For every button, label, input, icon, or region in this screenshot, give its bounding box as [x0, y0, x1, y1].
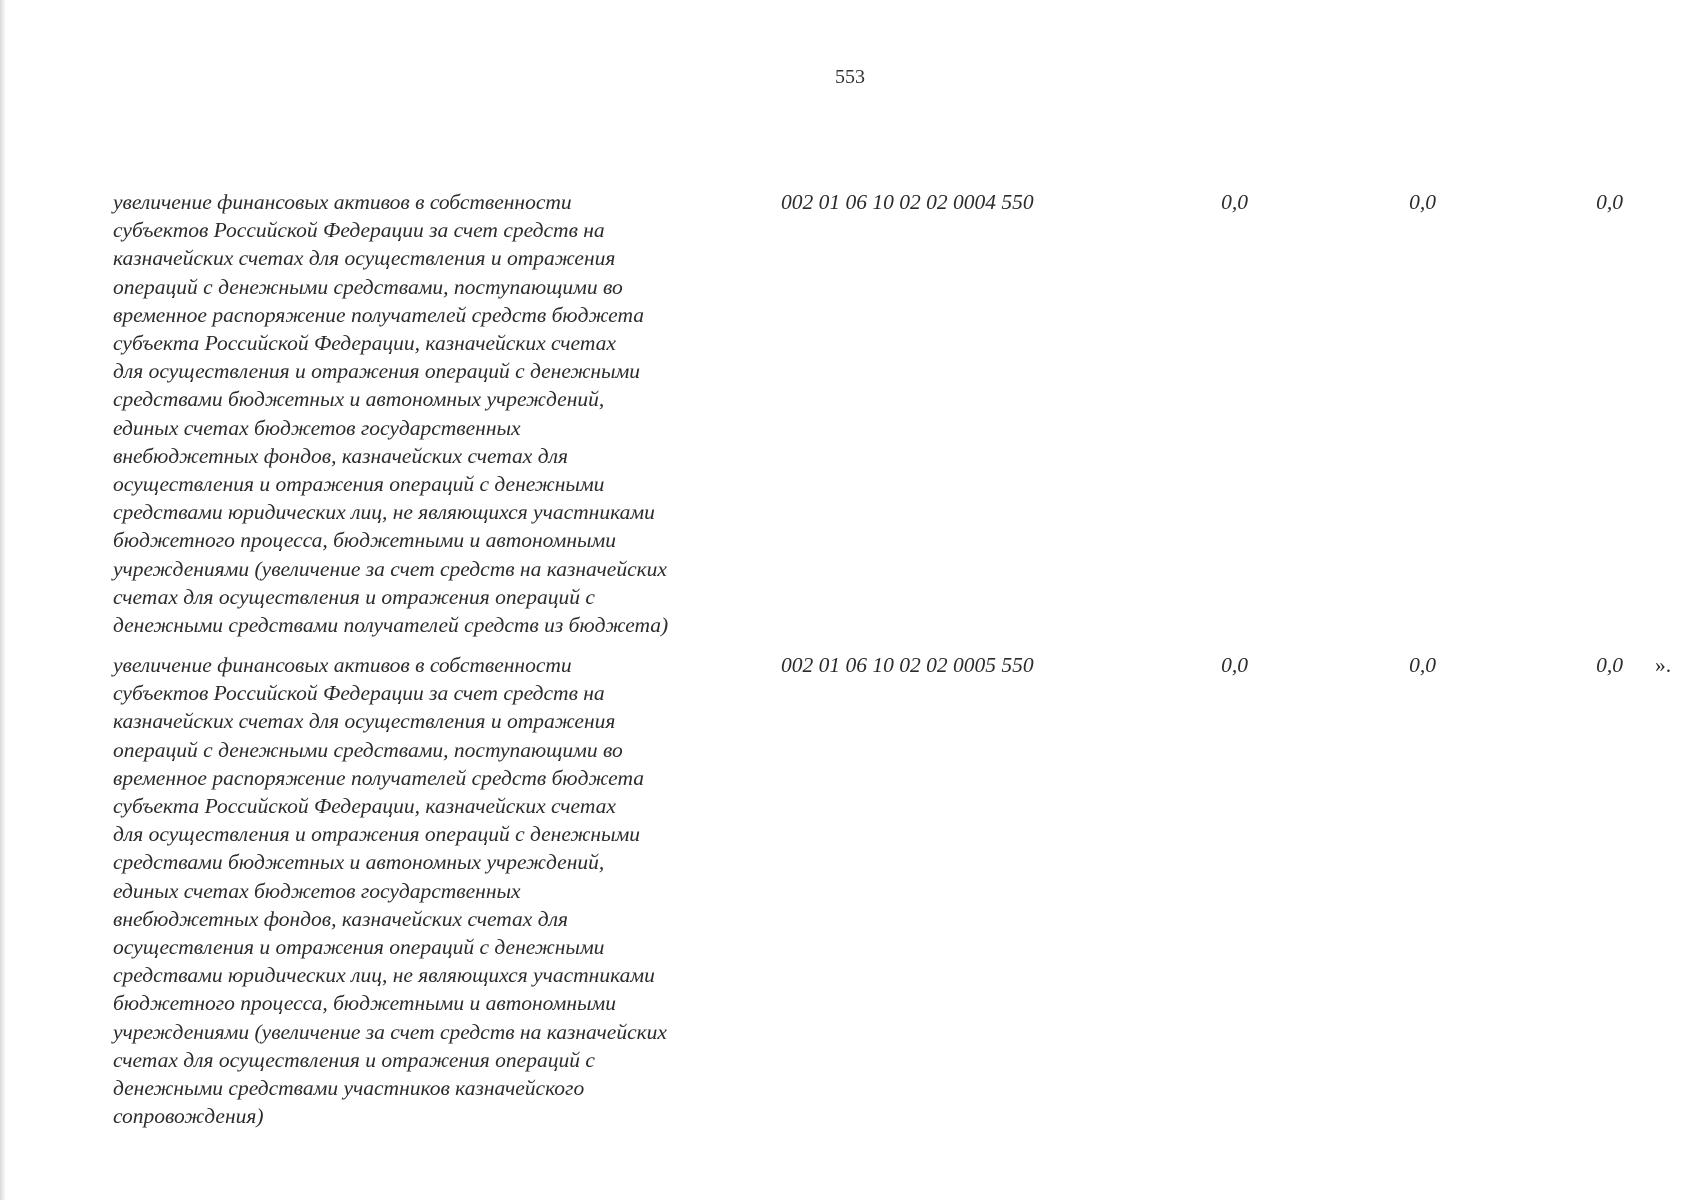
closing-quote-mark: ».: [1655, 653, 1672, 677]
description-line: увеличение финансовых активов в собственности: [113, 653, 572, 677]
description-line: учреждениями (увеличение за счет средств на казначейских: [113, 1019, 667, 1044]
amount-year-1: 0,0: [1221, 653, 1248, 677]
description-line: увеличение финансовых активов в собственности: [113, 190, 572, 214]
row-description: [113, 651, 753, 1130]
description-line: осуществления и отражения операций с денежными: [113, 935, 605, 960]
description-line: денежными средствами участников казначейского: [113, 1076, 585, 1101]
scan-edge-shadow: [0, 0, 6, 1200]
description-line: учреждениями (увеличение за счет средств на казначейских: [113, 556, 667, 581]
description-line: счетах для осуществления и отражения операций с: [113, 1047, 595, 1072]
description-line: бюджетного процесса, бюджетными и автономными: [113, 991, 617, 1016]
description-line: для осуществления и отражения операций с денежными: [113, 822, 641, 847]
page-number: 553: [835, 66, 865, 88]
description-line: единых счетах бюджетов государственных: [113, 878, 521, 903]
description-line: субъекта Российской Федерации, казначейских счетах: [113, 794, 616, 819]
amount-year-3: 0,0: [1596, 653, 1623, 677]
description-line: для осуществления и отражения операций с денежными: [113, 359, 641, 384]
description-line: внебюджетных фондов, казначейских счетах для: [113, 906, 568, 931]
description-line: внебюджетных фондов, казначейских счетах для: [113, 443, 568, 468]
description-line: средствами юридических лиц, не являющихся участниками: [113, 963, 655, 988]
description-line: субъекта Российской Федерации, казначейских счетах: [113, 331, 616, 356]
description-line: субъектов Российской Федерации за счет средств на: [113, 681, 605, 706]
budget-classification-code: 002 01 06 10 02 02 0004 550: [781, 190, 1034, 214]
description-line: сопровождения): [113, 1104, 264, 1129]
amount-year-1: 0,0: [1221, 190, 1248, 214]
description-line: единых счетах бюджетов государственных: [113, 415, 521, 440]
description-line: казначейских счетах для осуществления и отражения: [113, 709, 616, 734]
description-line: операций с денежными средствами, поступающими во: [113, 737, 623, 762]
description-line: операций с денежными средствами, поступающими во: [113, 274, 623, 299]
budget-classification-code: 002 01 06 10 02 02 0005 550: [781, 653, 1034, 677]
row-description: [113, 188, 753, 639]
amount-year-3: 0,0: [1596, 190, 1623, 214]
description-line: средствами бюджетных и автономных учреждений,: [113, 850, 605, 875]
description-line: денежными средствами получателей средств из бюджета): [113, 613, 669, 638]
description-line: временное распоряжение получателей средств бюджета: [113, 302, 644, 327]
description-line: счетах для осуществления и отражения операций с: [113, 584, 595, 609]
description-line: субъектов Российской Федерации за счет средств на: [113, 218, 605, 243]
amount-year-2: 0,0: [1409, 190, 1436, 214]
amount-year-2: 0,0: [1409, 653, 1436, 677]
description-line: осуществления и отражения операций с денежными: [113, 472, 605, 497]
description-line: средствами юридических лиц, не являющихся участниками: [113, 500, 655, 525]
description-line: бюджетного процесса, бюджетными и автономными: [113, 528, 617, 553]
description-line: средствами бюджетных и автономных учреждений,: [113, 387, 605, 412]
description-line: временное распоряжение получателей средств бюджета: [113, 765, 644, 790]
description-line: казначейских счетах для осуществления и отражения: [113, 246, 616, 271]
